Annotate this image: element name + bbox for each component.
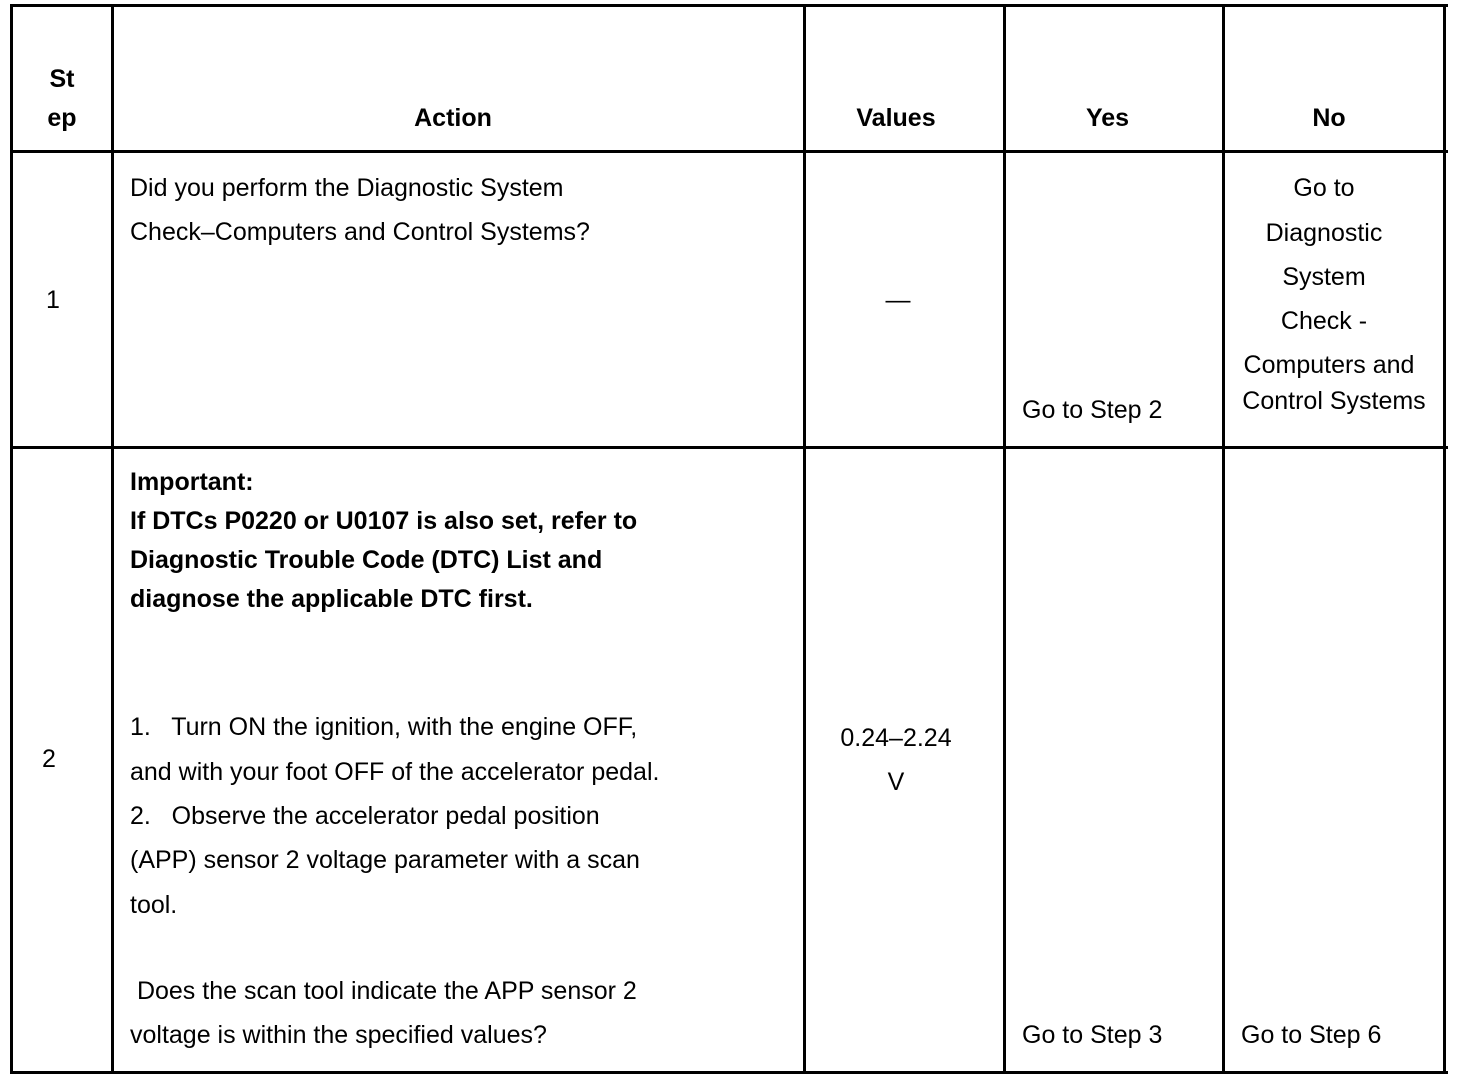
header-no: No [1312,104,1346,132]
table-border-right [1443,4,1446,1074]
action-text: Did you perform the Diagnostic System [130,174,564,202]
important-text: diagnose the applicable DTC first. [130,585,533,613]
action-question: Does the scan tool indicate the APP sensor 2 [130,977,637,1005]
action-text: tool. [130,891,178,919]
no-link-diagnostic-check[interactable]: Diagnostic [1265,219,1383,247]
column-divider-action [803,4,806,1074]
yes-link-step-2[interactable]: Go to Step 2 [1022,396,1163,424]
action-text: (APP) sensor 2 voltage parameter with a scan [130,846,640,874]
table-border-bottom [10,1071,1448,1074]
step-number: 1 [46,286,60,314]
no-link-diagnostic-check[interactable]: Check - [1280,307,1368,335]
column-divider-values [1003,4,1006,1074]
yes-link-step-3[interactable]: Go to Step 3 [1022,1021,1163,1049]
header-yes: Yes [1085,104,1130,132]
table-border-left [10,4,13,1074]
header-divider [10,150,1448,153]
column-divider-yes [1222,4,1225,1074]
table-border-top [10,4,1448,7]
no-link-step-6[interactable]: Go to Step 6 [1241,1021,1382,1049]
no-link-diagnostic-check[interactable]: Computers and [1243,351,1415,379]
no-link-diagnostic-check[interactable]: Go to [1293,174,1355,202]
row-divider [10,446,1448,449]
value-unit: V [887,768,905,796]
important-text: If DTCs P0220 or U0107 is also set, refer to [130,507,638,535]
header-step: St [49,65,75,93]
step-number: 2 [42,745,56,773]
header-values: Values [856,104,936,132]
action-text: and with your foot OFF of the accelerator pedal. [130,758,660,786]
action-text: 1. Turn ON the ignition, with the engine OFF, [130,713,638,741]
value-text: — [885,286,911,314]
column-divider-step [111,4,114,1074]
action-text: Check–Computers and Control Systems? [130,218,590,246]
header-action: Action [414,104,492,132]
action-text: 2. Observe the accelerator pedal position [130,802,600,830]
header-step-cont: ep [47,104,77,132]
value-text: 0.24–2.24 [840,724,952,752]
important-label: Important: [130,468,254,496]
important-text: Diagnostic Trouble Code (DTC) List and [130,546,603,574]
no-link-diagnostic-check[interactable]: System [1282,263,1366,291]
action-question: voltage is within the specified values? [130,1021,547,1049]
no-link-diagnostic-check[interactable]: Control Systems [1242,387,1426,415]
